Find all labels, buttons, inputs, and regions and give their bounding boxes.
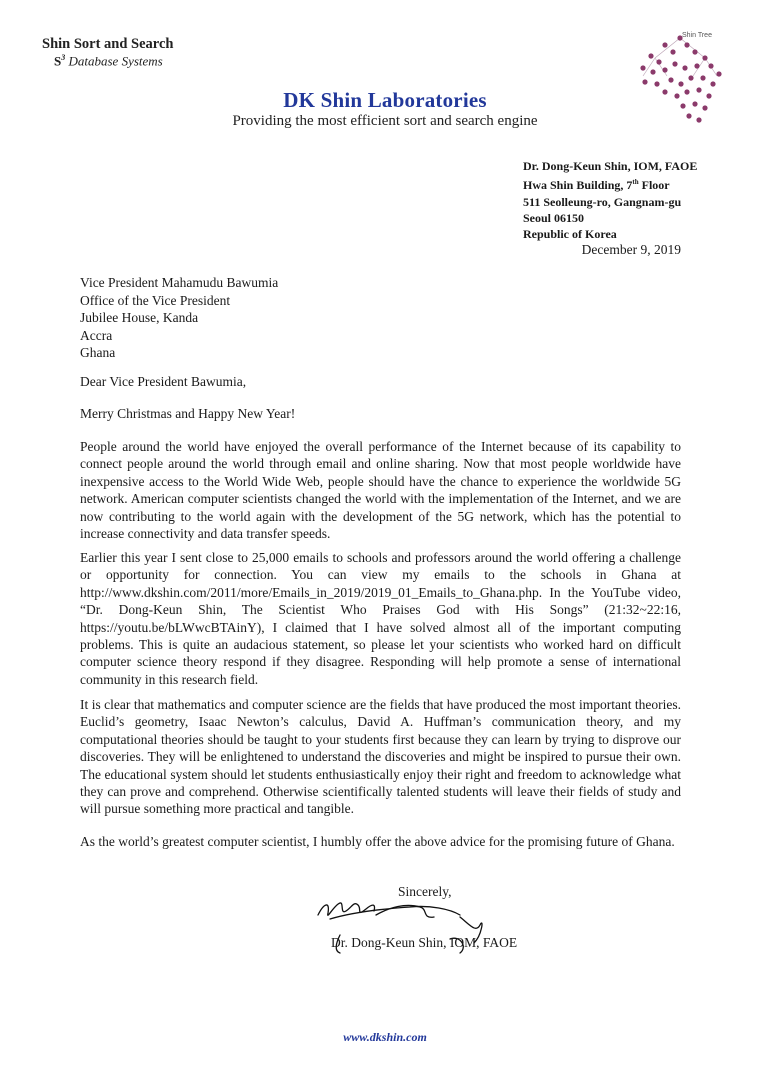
sender-name: Dr. Dong-Keun Shin, IOM, FAOE [523,159,698,173]
recipient-name: Vice President Mahamudu Bawumia [80,275,279,290]
sender-street: 511 Seolleung-ro, Gangnam-gu [523,194,682,209]
sender-building-end: Floor [638,178,670,193]
brand-subtitle [42,53,173,69]
brand-s: S [54,53,62,68]
logo-label: Shin Tree [682,32,712,39]
brand-title: Shin Sort and Search [42,36,174,52]
sender-country: Republic of Korea [523,227,617,242]
body-paragraph: As the world’s greatest computer scientist, I humbly offer the above advice for the promising future of Ghana. [80,834,675,849]
closing: Sincerely, [398,884,452,899]
letter-date: December 9, 2019 [581,242,681,257]
sender-city: Seoul 06150 [523,210,585,225]
website-link[interactable]: www.dkshin.com [343,1030,427,1044]
body-paragraph: Earlier this year I sent close to 25,000 emails to schools and professors around the world offering a challenge or opportunity for connection. You can view my emails to the schools in Ghana at http://www.dkshin.com/2011/more/Emails_in_2019/2019_01_Emails_to_Ghana.php. In the YouTube video, “Dr. Dong-Keun Shin, The Scientist Who Praises God with His Songs” (21:32~22:16, https://youtu.be/bLWwcBTAinY), I claimed that I have solved almost all of the important computing problems. This is quite an audacious statement, so please let your scientists who worked hard on difficult computer science theory respond if they disagree. Responding will help promote a sense of international community in this research field. [80,550,681,687]
recipient-office: Office of the Vice President [80,292,231,308]
recipient-city: Accra [80,327,113,343]
sender-building [523,174,697,193]
sender-building-text: Hwa Shin Building, 7 [523,178,633,193]
lab-tagline: Providing the most efficient sort and search engine [232,113,538,129]
sender-address [523,158,697,242]
brand-sup: 3 [61,52,66,62]
body-paragraph: It is clear that mathematics and computer science are the fields that have produced the most important theories. Euclid’s geometry, Isaac Newton’s calculus, David A. Huffman’s communication theory, and my computational theories should be taught to your students first because they can learn by trying to disprove our discoveries. They will be enlightened to understand the discoveries and might be inspired to pursue their own. The educational system should let students enthusiastically enjoy their right and freedom to acknowledge what they can prove and comprehend. Otherwise scientifically talented students will leave their fields of study and will pursue something more practical and tangible. [80,697,681,817]
greeting: Merry Christmas and Happy New Year! [80,406,296,421]
brand-sub-text: Database Systems [68,53,163,68]
body-paragraph: People around the world have enjoyed the overall performance of the Internet because of its capability to connect people around the world through email and online sharing. Now that most people worldwide have inexpensive access to the World Wide Web, people should have the chance to experience the worldwide 5G network. American computer scientists changed the world with the implementation of the Internet, and we are now contributing to the world again with the development of the 5G network, which has the potential to increase connectivity and data transfer speeds. [80,439,681,542]
brand-block [42,36,173,69]
lab-title: DK Shin Laboratories [283,88,487,112]
salutation: Dear Vice President Bawumia, [80,374,247,389]
signer-name: Dr. Dong-Keun Shin, IOM, FAOE [331,935,518,950]
recipient-country: Ghana [80,345,116,360]
recipient-building: Jubilee House, Kanda [80,310,199,325]
recipient-address [80,274,278,362]
sender-building-sup: th [632,178,639,187]
